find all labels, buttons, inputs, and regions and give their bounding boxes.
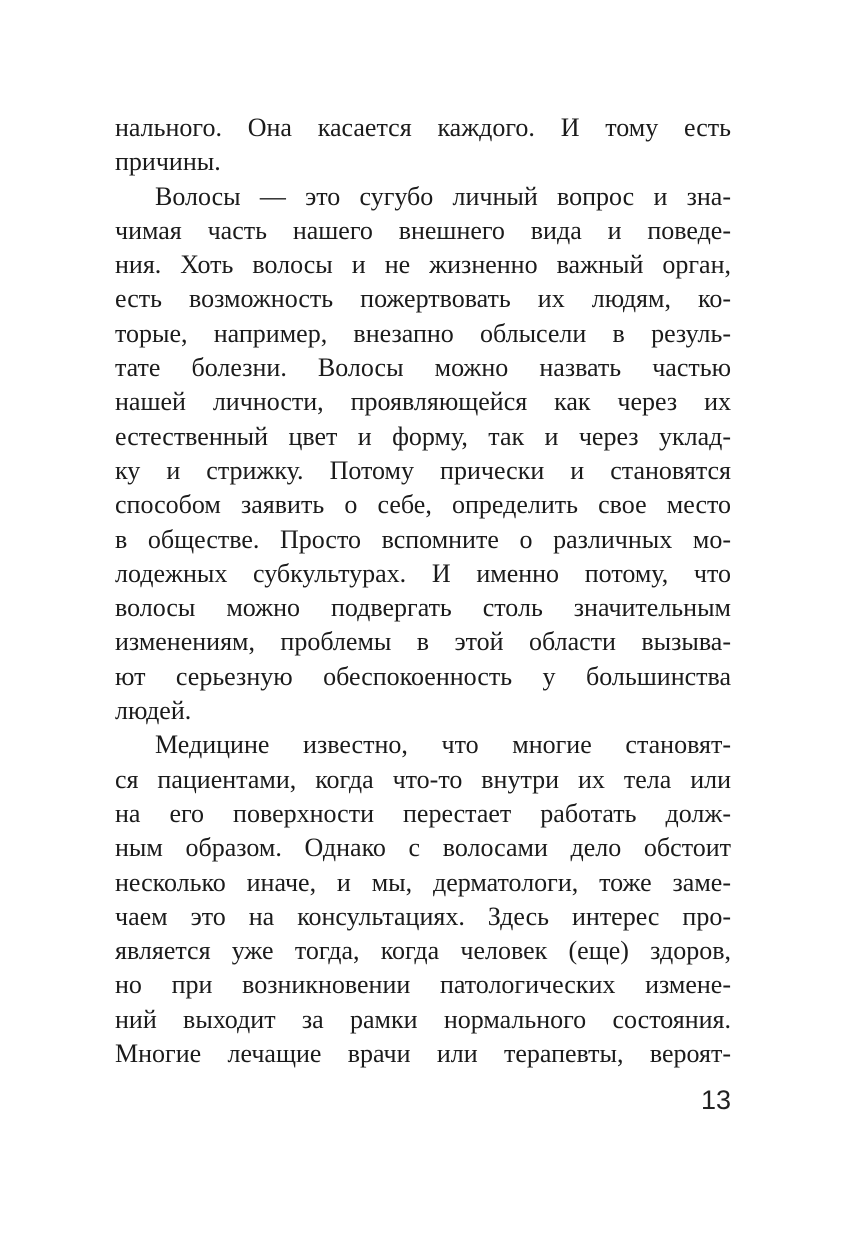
text-line: лодежных субкультурах. И именно потому, что — [115, 558, 731, 588]
text-line: нашей личности, проявляющейся как через их — [115, 387, 731, 417]
text-line: ний выходит за рамки нормального состояния. — [115, 1004, 731, 1034]
text-line: изменениям, проблемы в этой области вызыва- — [115, 627, 731, 657]
text-line: на его поверхности перестает работать долж- — [115, 798, 731, 828]
text-line: в обществе. Просто вспомните о различных мо- — [115, 524, 731, 554]
text-line: ют серьезную обеспокоенность у большинства — [115, 661, 731, 691]
text-line: нального. Она касается каждого. И тому есть — [115, 113, 731, 142]
text-line: ния. Хоть волосы и не жизненно важный орган, — [115, 250, 731, 280]
text-line: Многие лечащие врачи или терапевты, вероят- — [115, 1039, 731, 1069]
text-line: ным образом. Однако с волосами дело обстоит — [115, 833, 731, 863]
text-line: волосы можно подвергать столь значительным — [115, 593, 731, 623]
text-line: естественный цвет и форму, так и через уклад- — [115, 421, 731, 451]
text-line-paragraph-start: Волосы — это сугубо личный вопрос и зна- — [155, 181, 731, 211]
text-line: несколько иначе, и мы, дерматологи, тоже заме- — [115, 867, 731, 897]
text-line: тате болезни. Волосы можно назвать частью — [115, 353, 731, 383]
text-line: ся пациентами, когда что-то внутри их тела или — [115, 764, 731, 794]
text-line: способом заявить о себе, определить свое место — [115, 490, 731, 520]
text-line: ку и стрижку. Потому прически и становятся — [115, 455, 731, 485]
text-line: торые, например, внезапно облысели в резуль- — [115, 318, 731, 348]
text-line: чимая часть нашего внешнего вида и поведе- — [115, 215, 731, 245]
text-line: есть возможность пожертвовать их людям, ко- — [115, 284, 731, 314]
text-line-paragraph-end: причины. — [115, 147, 221, 177]
text-line: чаем это на консультациях. Здесь интерес про- — [115, 901, 731, 931]
text-line-paragraph-end: людей. — [115, 696, 192, 726]
text-line: является уже тогда, когда человек (еще) здоров, — [115, 936, 731, 966]
page-number: 13 — [700, 1085, 731, 1115]
text-line-paragraph-start: Медицине известно, что многие становят- — [155, 730, 731, 760]
page-text-block — [115, 111, 731, 1071]
text-line: но при возникновении патологических измене- — [115, 970, 731, 1000]
